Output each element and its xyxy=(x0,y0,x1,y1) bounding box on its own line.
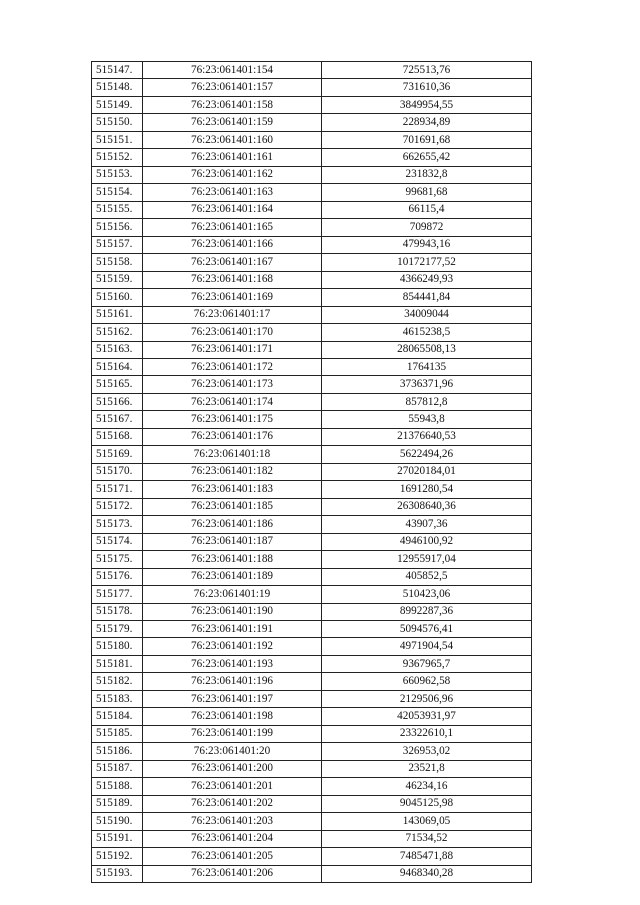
cadastral-number-cell: 76:23:061401:17 xyxy=(143,306,322,323)
row-number-cell: 515154. xyxy=(92,184,143,201)
row-number-cell: 515181. xyxy=(92,655,143,672)
cadastral-number-cell: 76:23:061401:193 xyxy=(143,655,322,672)
cadastral-number-cell: 76:23:061401:202 xyxy=(143,795,322,812)
table-row xyxy=(92,376,532,393)
table-row xyxy=(92,393,532,410)
cadastral-number-cell: 76:23:061401:188 xyxy=(143,551,322,568)
table-row xyxy=(92,114,532,131)
table-row xyxy=(92,813,532,830)
table-row xyxy=(92,324,532,341)
row-number-cell: 515149. xyxy=(92,96,143,113)
cadastral-number-cell: 76:23:061401:201 xyxy=(143,778,322,795)
row-number-cell: 515175. xyxy=(92,551,143,568)
cadastral-value-cell: 857812,8 xyxy=(322,393,532,410)
row-number-cell: 515165. xyxy=(92,376,143,393)
cadastral-value-cell: 731610,36 xyxy=(322,79,532,96)
cadastral-value-cell: 21376640,53 xyxy=(322,428,532,445)
row-number-cell: 515190. xyxy=(92,813,143,830)
table-row xyxy=(92,708,532,725)
row-number-cell: 515178. xyxy=(92,603,143,620)
row-number-cell: 515151. xyxy=(92,131,143,148)
row-number-cell: 515170. xyxy=(92,463,143,480)
table-row xyxy=(92,551,532,568)
row-number-cell: 515158. xyxy=(92,254,143,271)
cadastral-number-cell: 76:23:061401:163 xyxy=(143,184,322,201)
table-row xyxy=(92,481,532,498)
table-row xyxy=(92,411,532,428)
row-number-cell: 515193. xyxy=(92,865,143,882)
row-number-cell: 515187. xyxy=(92,760,143,777)
cadastral-number-cell: 76:23:061401:197 xyxy=(143,690,322,707)
cadastral-number-cell: 76:23:061401:158 xyxy=(143,96,322,113)
cadastral-number-cell: 76:23:061401:175 xyxy=(143,411,322,428)
table-row xyxy=(92,586,532,603)
cadastral-value-cell: 42053931,97 xyxy=(322,708,532,725)
table-row xyxy=(92,166,532,183)
cadastral-number-cell: 76:23:061401:174 xyxy=(143,393,322,410)
row-number-cell: 515176. xyxy=(92,568,143,585)
table-row xyxy=(92,184,532,201)
cadastral-value-cell: 5622494,26 xyxy=(322,446,532,463)
cadastral-value-cell: 662655,42 xyxy=(322,149,532,166)
table-row xyxy=(92,778,532,795)
cadastral-value-cell: 4946100,92 xyxy=(322,533,532,550)
cadastral-value-cell: 1764135 xyxy=(322,358,532,375)
row-number-cell: 515183. xyxy=(92,690,143,707)
cadastral-value-cell: 5094576,41 xyxy=(322,621,532,638)
row-number-cell: 515167. xyxy=(92,411,143,428)
row-number-cell: 515148. xyxy=(92,79,143,96)
cadastral-number-cell: 76:23:061401:161 xyxy=(143,149,322,166)
row-number-cell: 515188. xyxy=(92,778,143,795)
cadastral-number-cell: 76:23:061401:199 xyxy=(143,725,322,742)
cadastral-number-cell: 76:23:061401:176 xyxy=(143,428,322,445)
cadastral-number-cell: 76:23:061401:164 xyxy=(143,201,322,218)
row-number-cell: 515168. xyxy=(92,428,143,445)
table-body xyxy=(92,62,532,883)
table-row xyxy=(92,289,532,306)
row-number-cell: 515180. xyxy=(92,638,143,655)
cadastral-value-cell: 23521,8 xyxy=(322,760,532,777)
cadastral-value-cell: 405852,5 xyxy=(322,568,532,585)
cadastral-number-cell: 76:23:061401:154 xyxy=(143,62,322,79)
row-number-cell: 515164. xyxy=(92,358,143,375)
table-row xyxy=(92,848,532,865)
cadastral-number-cell: 76:23:061401:204 xyxy=(143,830,322,847)
table-row xyxy=(92,358,532,375)
cadastral-number-cell: 76:23:061401:172 xyxy=(143,358,322,375)
table-row xyxy=(92,655,532,672)
cadastral-number-cell: 76:23:061401:159 xyxy=(143,114,322,131)
cadastral-value-cell: 43907,36 xyxy=(322,516,532,533)
cadastral-number-cell: 76:23:061401:168 xyxy=(143,271,322,288)
row-number-cell: 515152. xyxy=(92,149,143,166)
cadastral-value-cell: 231832,8 xyxy=(322,166,532,183)
cadastral-number-cell: 76:23:061401:167 xyxy=(143,254,322,271)
cadastral-value-cell: 854441,84 xyxy=(322,289,532,306)
row-number-cell: 515161. xyxy=(92,306,143,323)
table-row xyxy=(92,428,532,445)
cadastral-value-cell: 709872 xyxy=(322,219,532,236)
table-row xyxy=(92,603,532,620)
cadastral-number-cell: 76:23:061401:203 xyxy=(143,813,322,830)
row-number-cell: 515153. xyxy=(92,166,143,183)
cadastral-value-cell: 228934,89 xyxy=(322,114,532,131)
cadastral-value-cell: 27020184,01 xyxy=(322,463,532,480)
cadastral-number-cell: 76:23:061401:160 xyxy=(143,131,322,148)
table-row xyxy=(92,533,532,550)
cadastral-value-cell: 55943,8 xyxy=(322,411,532,428)
cadastral-value-cell: 4971904,54 xyxy=(322,638,532,655)
cadastral-number-cell: 76:23:061401:171 xyxy=(143,341,322,358)
cadastral-value-table xyxy=(91,61,532,883)
row-number-cell: 515177. xyxy=(92,586,143,603)
table-row xyxy=(92,621,532,638)
cadastral-number-cell: 76:23:061401:18 xyxy=(143,446,322,463)
cadastral-value-cell: 10172177,52 xyxy=(322,254,532,271)
cadastral-number-cell: 76:23:061401:191 xyxy=(143,621,322,638)
row-number-cell: 515184. xyxy=(92,708,143,725)
cadastral-value-cell: 3736371,96 xyxy=(322,376,532,393)
row-number-cell: 515162. xyxy=(92,324,143,341)
cadastral-value-cell: 66115,4 xyxy=(322,201,532,218)
cadastral-value-cell: 71534,52 xyxy=(322,830,532,847)
table-row xyxy=(92,219,532,236)
cadastral-value-cell: 9367965,7 xyxy=(322,655,532,672)
table-row xyxy=(92,131,532,148)
row-number-cell: 515189. xyxy=(92,795,143,812)
table-row xyxy=(92,79,532,96)
row-number-cell: 515191. xyxy=(92,830,143,847)
cadastral-value-cell: 660962,58 xyxy=(322,673,532,690)
cadastral-number-cell: 76:23:061401:192 xyxy=(143,638,322,655)
cadastral-value-cell: 725513,76 xyxy=(322,62,532,79)
cadastral-value-cell: 4366249,93 xyxy=(322,271,532,288)
cadastral-number-cell: 76:23:061401:206 xyxy=(143,865,322,882)
cadastral-number-cell: 76:23:061401:19 xyxy=(143,586,322,603)
table-row xyxy=(92,341,532,358)
cadastral-number-cell: 76:23:061401:187 xyxy=(143,533,322,550)
cadastral-value-cell: 34009044 xyxy=(322,306,532,323)
cadastral-value-cell: 3849954,55 xyxy=(322,96,532,113)
cadastral-number-cell: 76:23:061401:186 xyxy=(143,516,322,533)
row-number-cell: 515171. xyxy=(92,481,143,498)
cadastral-value-cell: 23322610,1 xyxy=(322,725,532,742)
row-number-cell: 515159. xyxy=(92,271,143,288)
table-row xyxy=(92,254,532,271)
table-row xyxy=(92,830,532,847)
cadastral-number-cell: 76:23:061401:183 xyxy=(143,481,322,498)
table-row xyxy=(92,795,532,812)
table-row xyxy=(92,271,532,288)
cadastral-value-cell: 9045125,98 xyxy=(322,795,532,812)
cadastral-value-cell: 4615238,5 xyxy=(322,324,532,341)
row-number-cell: 515163. xyxy=(92,341,143,358)
row-number-cell: 515169. xyxy=(92,446,143,463)
cadastral-number-cell: 76:23:061401:20 xyxy=(143,743,322,760)
row-number-cell: 515174. xyxy=(92,533,143,550)
table-row xyxy=(92,201,532,218)
table-row xyxy=(92,690,532,707)
cadastral-value-cell: 26308640,36 xyxy=(322,498,532,515)
table-row xyxy=(92,62,532,79)
table-row xyxy=(92,446,532,463)
row-number-cell: 515160. xyxy=(92,289,143,306)
row-number-cell: 515182. xyxy=(92,673,143,690)
cadastral-value-cell: 28065508,13 xyxy=(322,341,532,358)
cadastral-number-cell: 76:23:061401:200 xyxy=(143,760,322,777)
row-number-cell: 515173. xyxy=(92,516,143,533)
cadastral-number-cell: 76:23:061401:189 xyxy=(143,568,322,585)
row-number-cell: 515157. xyxy=(92,236,143,253)
row-number-cell: 515166. xyxy=(92,393,143,410)
row-number-cell: 515150. xyxy=(92,114,143,131)
table-row xyxy=(92,306,532,323)
cadastral-value-cell: 7485471,88 xyxy=(322,848,532,865)
row-number-cell: 515172. xyxy=(92,498,143,515)
cadastral-number-cell: 76:23:061401:166 xyxy=(143,236,322,253)
table-row xyxy=(92,865,532,882)
cadastral-value-cell: 9468340,28 xyxy=(322,865,532,882)
row-number-cell: 515186. xyxy=(92,743,143,760)
table-row xyxy=(92,149,532,166)
cadastral-number-cell: 76:23:061401:169 xyxy=(143,289,322,306)
row-number-cell: 515192. xyxy=(92,848,143,865)
cadastral-value-cell: 99681,68 xyxy=(322,184,532,201)
cadastral-value-cell: 510423,06 xyxy=(322,586,532,603)
cadastral-number-cell: 76:23:061401:170 xyxy=(143,324,322,341)
cadastral-value-cell: 12955917,04 xyxy=(322,551,532,568)
cadastral-value-cell: 326953,02 xyxy=(322,743,532,760)
cadastral-number-cell: 76:23:061401:198 xyxy=(143,708,322,725)
cadastral-value-cell: 479943,16 xyxy=(322,236,532,253)
cadastral-value-cell: 2129506,96 xyxy=(322,690,532,707)
cadastral-number-cell: 76:23:061401:173 xyxy=(143,376,322,393)
cadastral-value-cell: 143069,05 xyxy=(322,813,532,830)
cadastral-number-cell: 76:23:061401:185 xyxy=(143,498,322,515)
table-row xyxy=(92,673,532,690)
cadastral-number-cell: 76:23:061401:157 xyxy=(143,79,322,96)
table-row xyxy=(92,568,532,585)
row-number-cell: 515147. xyxy=(92,62,143,79)
cadastral-value-cell: 8992287,36 xyxy=(322,603,532,620)
cadastral-number-cell: 76:23:061401:205 xyxy=(143,848,322,865)
table-row xyxy=(92,96,532,113)
table-row xyxy=(92,760,532,777)
table-row xyxy=(92,725,532,742)
row-number-cell: 515179. xyxy=(92,621,143,638)
row-number-cell: 515156. xyxy=(92,219,143,236)
cadastral-number-cell: 76:23:061401:182 xyxy=(143,463,322,480)
table-row xyxy=(92,463,532,480)
table-row xyxy=(92,743,532,760)
row-number-cell: 515155. xyxy=(92,201,143,218)
table-row xyxy=(92,236,532,253)
table-row xyxy=(92,516,532,533)
cadastral-number-cell: 76:23:061401:165 xyxy=(143,219,322,236)
cadastral-value-cell: 701691,68 xyxy=(322,131,532,148)
cadastral-number-cell: 76:23:061401:196 xyxy=(143,673,322,690)
cadastral-number-cell: 76:23:061401:162 xyxy=(143,166,322,183)
table-row xyxy=(92,638,532,655)
row-number-cell: 515185. xyxy=(92,725,143,742)
table-row xyxy=(92,498,532,515)
cadastral-value-cell: 1691280,54 xyxy=(322,481,532,498)
cadastral-value-cell: 46234,16 xyxy=(322,778,532,795)
cadastral-number-cell: 76:23:061401:190 xyxy=(143,603,322,620)
